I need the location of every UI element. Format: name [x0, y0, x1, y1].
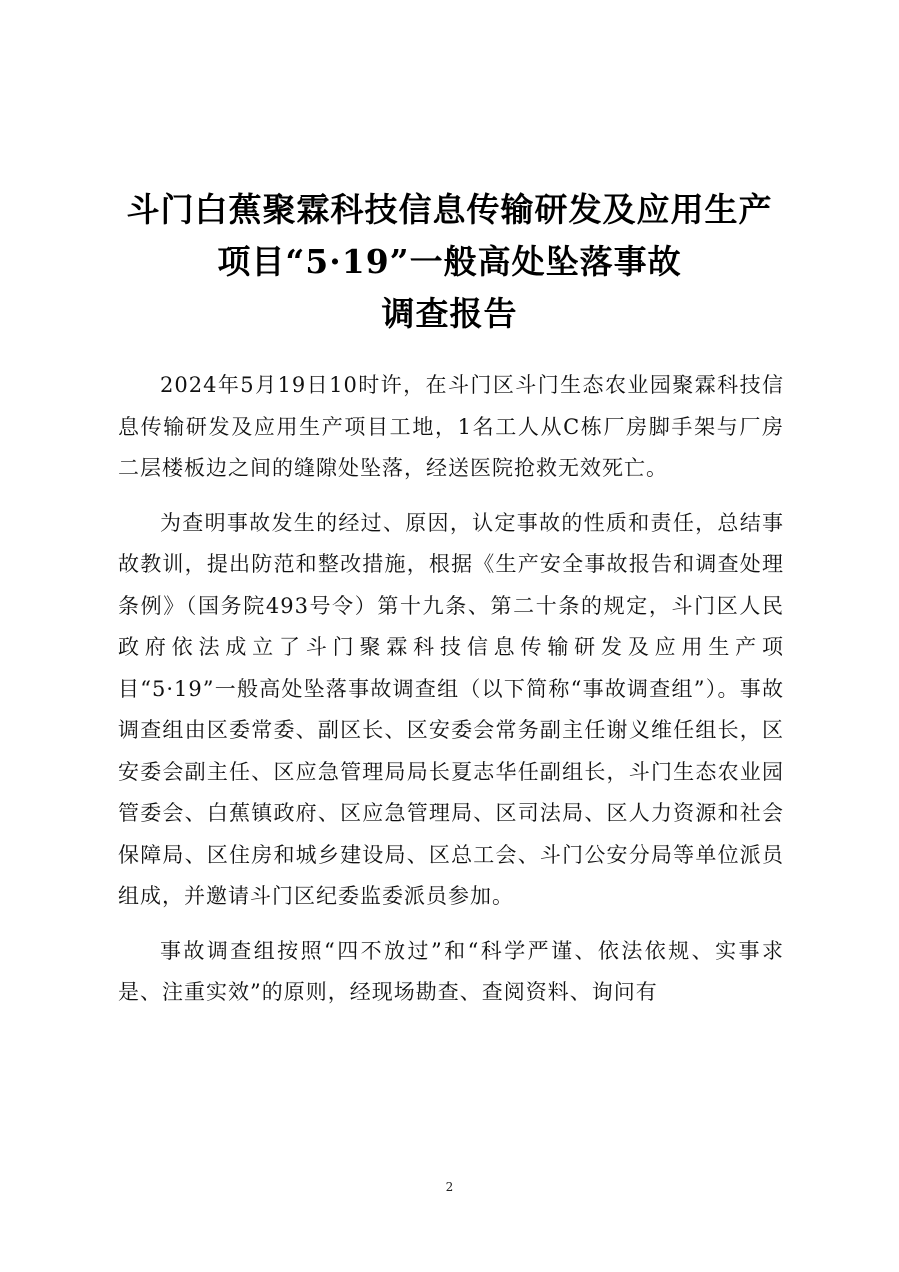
page-number: 2 — [445, 1180, 454, 1194]
title-line-3: 调查报告 — [381, 294, 518, 333]
document-body — [118, 365, 784, 1027]
document-title — [90, 184, 809, 340]
paragraph-investigation-team: 为查明事故发生的经过、原因，认定事故的性质和责任，总结事故教训，提出防范和整改措施，根据《生产安全事故报告和调查处理条例》（国务院493号令）第十九条、第二十条的规定，斗门区人民政府依法成立了斗门聚霖科技信息传输研发及应用生产项目“5·19”一般高处坠落事故调查组（以下简称“事故调查组”）。事故调查组由区委常委、副区长、区安委会常务副主任谢义维任组长，区安委会副主任、区应急管理局局长夏志华任副组长，斗门生态农业园管委会、白蕉镇政府、区应急管理局、区司法局、区人力资源和社会保障局、区住房和城乡建设局、区总工会、斗门公安分局等单位派员组成，并邀请斗门区纪委监委派员参加。 — [118, 510, 784, 908]
paragraph-incident-summary: 2024年5月19日10时许，在斗门区斗门生态农业园聚霖科技信息传输研发及应用生产项目工地，1名工人从C栋厂房脚手架与厂房二层楼板边之间的缝隙处坠落，经送医院抢救无效死亡。 — [118, 373, 784, 480]
title-line-2: 项目“5·19”一般高处坠落事故 — [217, 242, 682, 281]
title-line-1: 斗门白蕉聚霖科技信息传输研发及应用生产 — [126, 190, 773, 229]
paragraph-investigation-principles: 事故调查组按照“四不放过”和“科学严谨、依法依规、实事求是、注重实效”的原则，经现场勘查、查阅资料、询问有 — [118, 938, 784, 1004]
